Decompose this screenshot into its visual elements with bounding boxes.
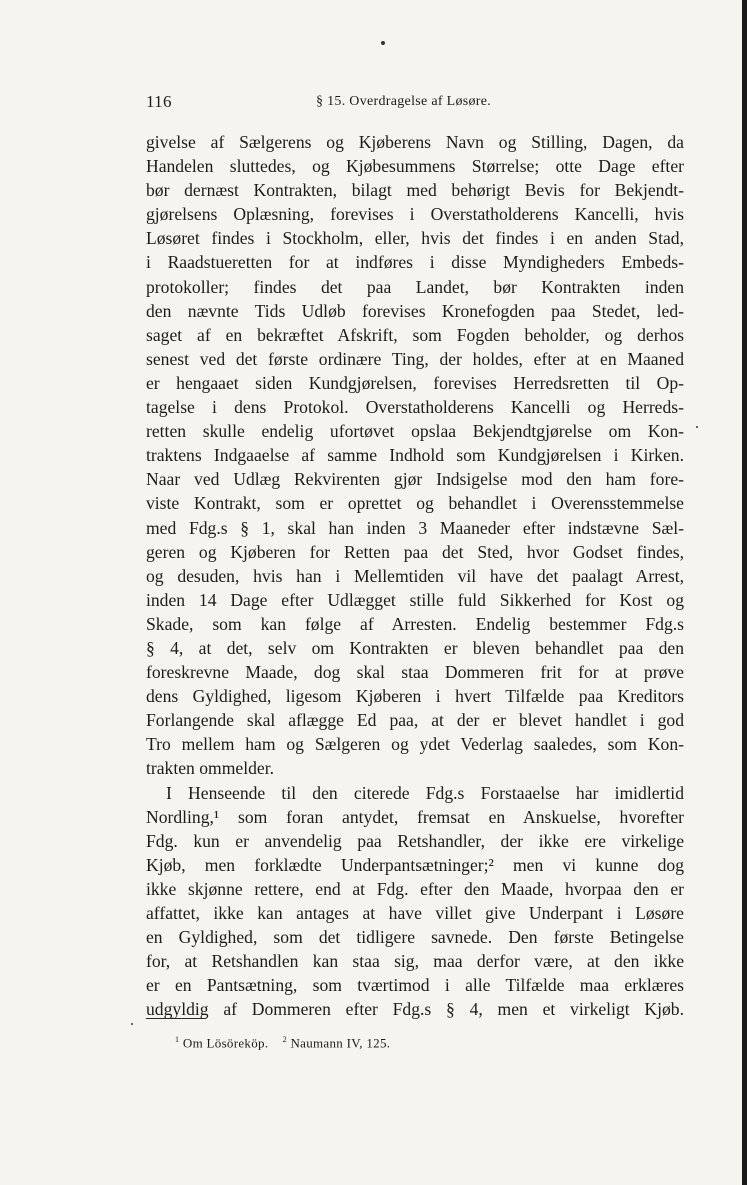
footnote-text: Naumann IV, 125. bbox=[290, 1035, 391, 1051]
text-line: Forlangende skal aflægge Ed paa, at der er blevet handlet i god bbox=[146, 710, 684, 731]
text-line: Skade, som kan følge af Arresten. Endelig bestemmer Fdg.s bbox=[146, 613, 684, 634]
text-line: den nævnte Tids Udløb forevises Kronefogden paa Stedet, led- bbox=[146, 300, 684, 321]
text-line: Handelen sluttedes, og Kjøbesummens Størrelse; otte Dage efter bbox=[146, 156, 684, 177]
text-line: geren og Kjøberen for Retten paa det Sted, hvor Godset findes, bbox=[146, 541, 684, 562]
text-line: er hengaaet siden Kundgjørelsen, forevises Herredsretten til Op- bbox=[146, 372, 684, 393]
text-line: bør dernæst Kontrakten, bilagt med behørigt Bevis for Bekjendt- bbox=[146, 180, 684, 201]
scan-edge bbox=[742, 0, 747, 1185]
text-line: dens Gyldighed, ligesom Kjøberen i hvert Tilfælde paa Kreditors bbox=[146, 686, 684, 707]
footnote-mark: 2 bbox=[282, 1035, 287, 1044]
text-line: Kjøb, men forklædte Underpantsætninger;² men vi kunne dog bbox=[146, 854, 684, 875]
text-line: er en Pantsætning, som tværtimod i alle Tilfælde maa erklæres bbox=[146, 975, 684, 996]
text-line: § 4, at det, selv om Kontrakten er bleven behandlet paa den bbox=[146, 637, 684, 658]
text-line: foreskrevne Maade, dog skal staa Dommeren frit for at prøve bbox=[146, 662, 684, 683]
text-line: med Fdg.s § 1, skal han inden 3 Maaneder efter indstævne Sæl- bbox=[146, 517, 684, 538]
paragraph-start-line: I Henseende til den citerede Fdg.s Forstaaelse har imidlertid bbox=[166, 782, 684, 803]
scan-speck bbox=[381, 41, 385, 45]
text-line: traktens Indgaaelse af samme Indhold som Kundgjørelsen i Kirken. bbox=[146, 445, 684, 466]
text-line: affattet, ikke kan antages at have villet give Underpant i Løsøre bbox=[146, 903, 684, 923]
text-line: retten skulle endelig ufortøvet opslaa Bekjendtgjørelse om Kon- bbox=[146, 421, 684, 442]
text-line: senest ved det første ordinære Ting, der holdes, efter at en Maaned bbox=[146, 348, 684, 369]
text-line: og desuden, hvis han i Mellemtiden vil have det paalagt Arrest, bbox=[146, 565, 684, 586]
text-line: ikke skjønne rettere, end at Fdg. efter den Maade, hvorpaa den er bbox=[146, 878, 684, 899]
text-line: en Gyldighed, som det tidligere savnede. Den første Betingelse bbox=[146, 927, 684, 948]
text-line: Fdg. kun er anvendelig paa Retshandler, der ikke ere virkelige bbox=[146, 830, 684, 851]
footnote-divider bbox=[146, 1018, 206, 1019]
text-line: udgyldig af Dommeren efter Fdg.s § 4, men et virkeligt Kjøb. bbox=[146, 999, 684, 1020]
scan-speck bbox=[696, 426, 698, 428]
text-line: gjørelsens Oplæsning, forevises i Overstatholderens Kancelli, hvis bbox=[146, 204, 684, 225]
footnotes bbox=[175, 1035, 390, 1051]
body-text bbox=[146, 130, 684, 1021]
text-line: Naar ved Udlæg Rekvirenten gjør Indsigelse mod den ham fore- bbox=[146, 469, 684, 490]
text-line: inden 14 Dage efter Udlægget stille fuld Sikkerhed for Kost og bbox=[146, 589, 684, 610]
running-header bbox=[146, 92, 686, 116]
text-line: i Raadstueretten for at indføres i disse Myndigheders Embeds- bbox=[146, 252, 684, 273]
paragraph-end-line: trakten ommelder. bbox=[146, 758, 275, 779]
scan-speck bbox=[131, 1023, 133, 1025]
text-line: Nordling,¹ som foran antydet, fremsat en Anskuelse, hvorefter bbox=[146, 806, 684, 827]
text-line: Løsøret findes i Stockholm, eller, hvis det findes i en anden Stad, bbox=[146, 228, 684, 249]
text-line: saget af en bekræftet Afskrift, som Fogden beholder, og derhos bbox=[146, 324, 684, 345]
text-line: givelse af Sælgerens og Kjøberens Navn og Stilling, Dagen, da bbox=[146, 132, 684, 152]
text-line: viste Kontrakt, som er oprettet og behandlet i Overensstemmelse bbox=[146, 493, 684, 514]
section-title: § 15. Overdragelse af Løsøre. bbox=[316, 94, 492, 109]
text-line: tagelse i dens Protokol. Overstatholderens Kancelli og Herreds- bbox=[146, 397, 684, 418]
footnote-mark: 1 bbox=[175, 1035, 180, 1044]
text-line: Tro mellem ham og Sælgeren og ydet Vederlag saaledes, som Kon- bbox=[146, 734, 684, 755]
text-line: protokoller; findes det paa Landet, bør Kontrakten inden bbox=[146, 276, 684, 297]
page-number: 116 bbox=[146, 92, 172, 111]
footnote-text: Om Lösöreköp. bbox=[182, 1035, 269, 1051]
text-line: for, at Retshandlen kan staa sig, maa derfor være, at den ikke bbox=[146, 951, 684, 972]
